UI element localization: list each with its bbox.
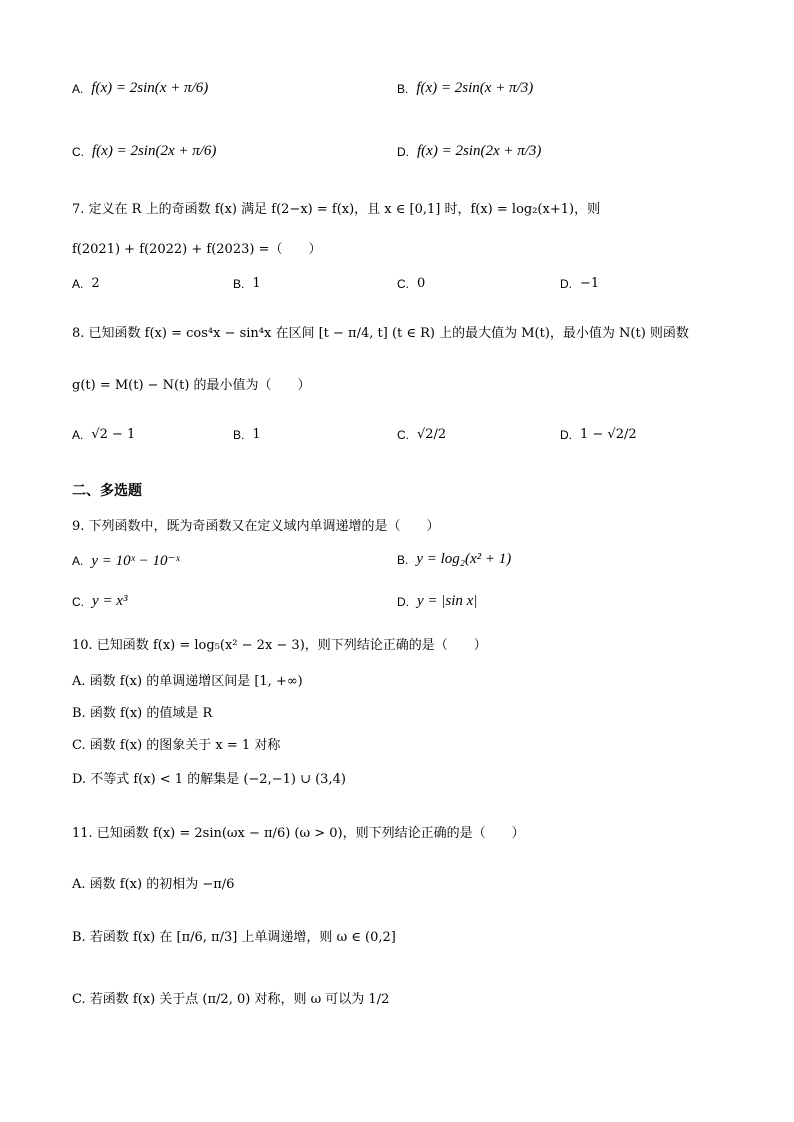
option-expression: f(x) = 2sin(2x + π/3) [417,143,542,159]
q9-option-b [397,551,511,568]
option-value: 1 [252,427,261,442]
q7-option-b [233,276,261,291]
question-text: 7. 定义在 R 上的奇函数 f(x) 满足 f(2−x) = f(x)，且 x ∈ [0,1] 时，f(x) = log₂(x+1)，则 [72,202,601,217]
option-label: C. [397,276,409,291]
q11-option-a [72,873,234,892]
q7-option-d [560,276,599,291]
q6-option-a [72,80,208,97]
option-expression: f(x) = 2sin(x + π/6) [91,80,209,96]
option-text: B. 函数 f(x) 的值域是 R [72,706,213,721]
option-text: C. 函数 f(x) 的图象关于 x = 1 对称 [72,738,281,753]
q8-option-a [72,427,135,442]
q11-option-c [72,988,389,1007]
option-expression: y = x³ [92,593,128,609]
option-label: B. [233,276,245,291]
option-value: √2/2 [417,427,447,442]
option-label: D. [397,594,409,609]
option-expression: f(x) = 2sin(x + π/3) [416,80,534,96]
q10-option-a [72,670,303,689]
q6-option-c [72,143,216,160]
q8-option-d [560,427,637,442]
q6-option-b [397,80,533,97]
q9-option-d [397,593,477,610]
option-value: 1 [252,276,261,291]
section-title: 二、多选题 [72,482,142,498]
option-value: √2 − 1 [91,427,136,442]
q10-option-d [72,768,346,787]
q9-option-c [72,593,127,610]
q10-option-c [72,734,280,753]
option-expression: f(x) = 2sin(2x + π/6) [92,143,217,159]
option-label: B. [397,552,409,567]
option-label: B. [233,427,245,442]
q8-option-b [233,427,261,442]
q10-stem [72,634,487,653]
q9-option-a [72,551,180,570]
option-text: B. 若函数 f(x) 在 [π/6, π/3] 上单调递增，则 ω ∈ (0,2] [72,930,396,945]
option-text: A. 函数 f(x) 的单调递增区间是 [1, +∞) [72,674,303,689]
question-text: g(t) = M(t) − N(t) 的最小值为（ ） [72,378,311,393]
option-label: A. [72,81,84,96]
option-label: D. [560,427,572,442]
option-expression: y = log₂(x² + 1) [416,551,512,567]
option-text: D. 不等式 f(x) < 1 的解集是 (−2,−1) ∪ (3,4) [72,772,346,787]
question-text: f(2021) + f(2022) + f(2023) =（ ） [72,242,322,257]
option-label: B. [397,81,409,96]
option-label: A. [72,427,84,442]
question-text: 10. 已知函数 f(x) = log₅(x² − 2x − 3)，则下列结论正确的是（ ） [72,638,487,653]
option-text: C. 若函数 f(x) 关于点 (π/2, 0) 对称，则 ω 可以为 1/2 [72,992,390,1007]
option-label: A. [72,553,84,568]
q8-stem-line1 [72,322,689,341]
option-text: A. 函数 f(x) 的初相为 −π/6 [72,877,235,892]
option-value: 2 [91,276,100,291]
q6-option-d [397,143,541,160]
option-value: 0 [417,276,426,291]
option-value: −1 [580,276,600,291]
section-heading [72,480,142,500]
q7-option-a [72,276,100,291]
option-label: A. [72,276,84,291]
option-label: C. [72,144,84,159]
q11-stem [72,822,525,841]
q8-stem-line2 [72,374,311,393]
q10-option-b [72,702,212,721]
option-label: D. [560,276,572,291]
q9-stem [72,515,440,534]
q8-option-c [397,427,446,442]
question-text: 8. 已知函数 f(x) = cos⁴x − sin⁴x 在区间 [t − π/4, t] (t ∈ R) 上的最大值为 M(t)，最小值为 N(t) 则函数 [72,326,689,341]
question-text: 11. 已知函数 f(x) = 2sin(ωx − π/6) (ω > 0)，则下列结论正确的是（ ） [72,826,525,841]
option-label: C. [397,427,409,442]
option-expression: y = |sin x| [417,593,478,609]
q7-option-c [397,276,425,291]
option-expression: y = 10ˣ − 10⁻ˣ [91,553,180,569]
q7-stem-line2 [72,238,321,257]
question-text: 9. 下列函数中，既为奇函数又在定义域内单调递增的是（ ） [72,519,440,534]
option-value: 1 − √2/2 [580,427,637,442]
q11-option-b [72,926,396,945]
option-label: D. [397,144,409,159]
q7-stem-line1 [72,198,600,217]
option-label: C. [72,594,84,609]
